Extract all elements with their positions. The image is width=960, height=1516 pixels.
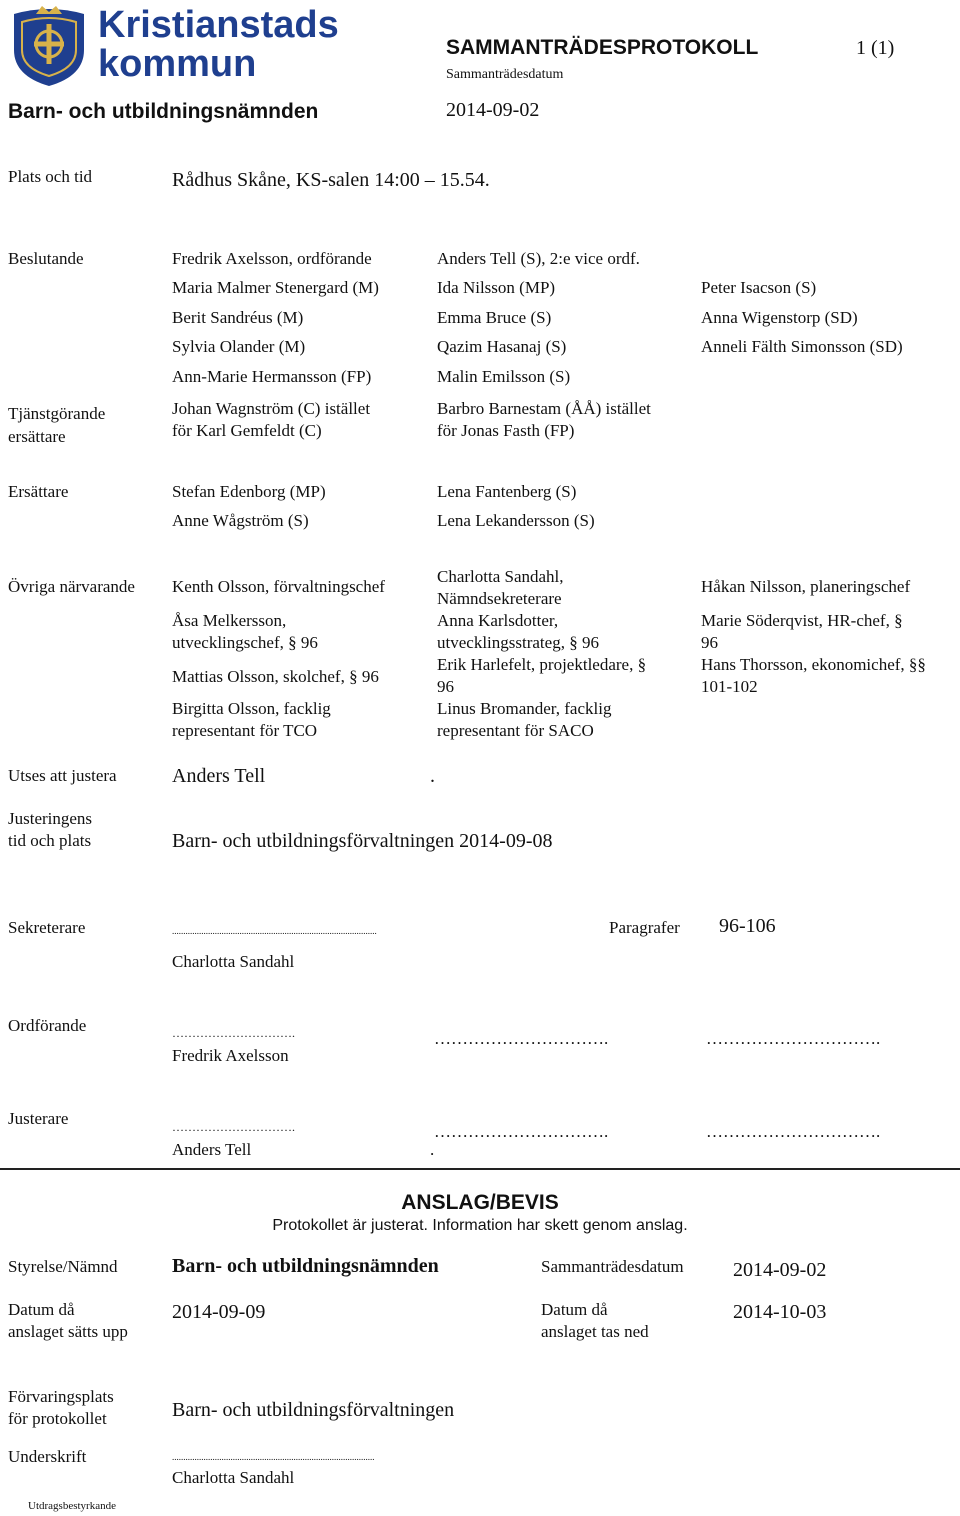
place-label: Plats och tid — [8, 167, 93, 186]
attendee: representant för TCO — [172, 721, 318, 740]
deciding-member: Anneli Fälth Simonsson (SD) — [701, 337, 903, 356]
attendee: Erik Harlefelt, projektledare, § — [437, 655, 647, 674]
substitute: Lena Lekandersson (S) — [437, 511, 595, 530]
board-value: Barn- och utbildningsnämnden — [172, 1255, 439, 1277]
substitutes-label: Ersättare — [8, 482, 69, 501]
place-value: Rådhus Skåne, KS-salen 14:00 – 15.54. — [172, 169, 490, 191]
attendee: Marie Söderqvist, HR-chef, § — [701, 611, 903, 630]
attendee: Birgitta Olsson, facklig — [172, 699, 331, 718]
deciding-member: Sylvia Olander (M) — [172, 337, 306, 356]
adjuster-signature-dot: . — [430, 1140, 435, 1159]
meeting-date-value: 2014-09-02 — [733, 1259, 827, 1281]
attendee: Hans Thorsson, ekonomichef, §§ — [701, 655, 926, 674]
posted-date-value: 2014-09-09 — [172, 1301, 266, 1323]
posted-date-label: Datum då — [8, 1300, 75, 1319]
adjuster-name: Anders Tell — [172, 765, 266, 787]
attendee: Mattias Olsson, skolchef, § 96 — [172, 667, 379, 686]
serving-substitute: för Karl Gemfeldt (C) — [172, 421, 322, 440]
others-present-label: Övriga närvarande — [8, 577, 135, 596]
secretary-label: Sekreterare — [8, 918, 86, 937]
signature-name: Charlotta Sandahl — [172, 1468, 295, 1487]
signature-line: …………………………. — [172, 1120, 295, 1134]
page-number: 1 (1) — [856, 37, 895, 59]
deciding-label: Beslutande — [8, 249, 84, 268]
serving-substitute: för Jonas Fasth (FP) — [437, 421, 575, 440]
paragraphs-value: 96-106 — [719, 915, 776, 937]
meeting-date-label: Sammanträdesdatum — [541, 1257, 684, 1276]
attendee: Åsa Melkersson, — [172, 611, 287, 630]
secretary-name: Charlotta Sandahl — [172, 952, 295, 971]
removed-date-label: Datum då — [541, 1300, 608, 1319]
signature-line: .......................................................................................... — [172, 1452, 375, 1462]
deciding-member: Fredrik Axelsson, ordförande — [172, 249, 372, 268]
attendee: Linus Bromander, facklig — [437, 699, 612, 718]
deciding-member: Maria Malmer Stenergard (M) — [172, 278, 379, 297]
logo-text-kristianstads: Kristianstads — [98, 4, 339, 46]
deciding-member: Qazim Hasanaj (S) — [437, 337, 567, 356]
adjustment-time-label: tid och plats — [8, 831, 92, 850]
attendee: representant för SACO — [437, 721, 594, 740]
attendee: Charlotta Sandahl, — [437, 567, 564, 586]
committee-name: Barn- och utbildningsnämnden — [8, 100, 319, 123]
signature-line: …………………………. — [434, 1122, 609, 1141]
adjuster-label: Utses att justera — [8, 766, 117, 785]
posted-date-label: anslaget sätts upp — [8, 1322, 128, 1341]
substitute: Anne Wågström (S) — [172, 511, 309, 530]
signature-line: …………………………. — [434, 1029, 609, 1048]
deciding-member: Peter Isacson (S) — [701, 278, 817, 297]
notice-subtitle: Protokollet är justerat. Information har skett genom anslag. — [272, 1217, 688, 1234]
signature-line: …………………………. — [172, 1026, 295, 1040]
deciding-member: Anders Tell (S), 2:e vice ordf. — [437, 249, 640, 268]
meeting-date: 2014-09-02 — [446, 99, 540, 121]
attendee: Nämndsekreterare — [437, 589, 562, 608]
adjustment-time-value: Barn- och utbildningsförvaltningen 2014-09-08 — [172, 830, 553, 852]
attendee: utvecklingschef, § 96 — [172, 633, 318, 652]
serving-substitute: Barbro Barnestam (ÅÅ) istället — [437, 399, 651, 418]
board-label: Styrelse/Nämnd — [8, 1257, 118, 1276]
deciding-member: Ann-Marie Hermansson (FP) — [172, 367, 372, 386]
deciding-member: Berit Sandréus (M) — [172, 308, 304, 327]
adjuster-trailing-dot: . — [430, 765, 435, 787]
chair-label: Ordförande — [8, 1016, 87, 1035]
serving-substitutes-label: Tjänstgörande — [8, 404, 106, 423]
attendee: Håkan Nilsson, planeringschef — [701, 577, 911, 596]
attendee: 96 — [701, 633, 718, 652]
adjuster-signature-label: Justerare — [8, 1109, 69, 1128]
storage-label: Förvaringsplats — [8, 1387, 114, 1406]
signature-label: Underskrift — [8, 1447, 87, 1466]
deciding-member: Ida Nilsson (MP) — [437, 278, 556, 297]
signature-line: …………………………. — [706, 1122, 881, 1141]
deciding-member: Malin Emilsson (S) — [437, 367, 571, 386]
substitute: Lena Fantenberg (S) — [437, 482, 577, 501]
storage-value: Barn- och utbildningsförvaltningen — [172, 1399, 455, 1421]
footer-certification: Utdragsbestyrkande — [28, 1500, 116, 1512]
serving-substitutes-label: ersättare — [8, 427, 66, 446]
document-type-title: SAMMANTRÄDESPROTOKOLL — [446, 36, 759, 59]
paragraphs-label: Paragrafer — [609, 918, 680, 937]
signature-line: …………………………. — [706, 1029, 881, 1048]
deciding-member: Anna Wigenstorp (SD) — [701, 308, 858, 327]
deciding-member: Emma Bruce (S) — [437, 308, 552, 327]
attendee: utvecklingsstrateg, § 96 — [437, 633, 599, 652]
attendee: Anna Karlsdotter, — [437, 611, 559, 630]
attendee: 101-102 — [701, 677, 758, 696]
logo-text-kommun: kommun — [98, 43, 257, 85]
section-divider — [0, 1168, 960, 1170]
notice-title: ANSLAG/BEVIS — [401, 1191, 559, 1214]
adjustment-time-label: Justeringens — [8, 809, 93, 828]
attendee: 96 — [437, 677, 454, 696]
substitute: Stefan Edenborg (MP) — [172, 482, 326, 501]
signature-line: ........................................................................................... — [172, 926, 377, 936]
chair-name: Fredrik Axelsson — [172, 1046, 289, 1065]
adjuster-signature-name: Anders Tell — [172, 1140, 252, 1159]
meeting-date-label: Sammanträdesdatum — [446, 67, 564, 82]
removed-date-value: 2014-10-03 — [733, 1301, 827, 1323]
removed-date-label: anslaget tas ned — [541, 1322, 649, 1341]
serving-substitute: Johan Wagnström (C) istället — [172, 399, 371, 418]
coat-of-arms-logo — [8, 4, 90, 88]
attendee: Kenth Olsson, förvaltningschef — [172, 577, 385, 596]
storage-label: för protokollet — [8, 1409, 107, 1428]
